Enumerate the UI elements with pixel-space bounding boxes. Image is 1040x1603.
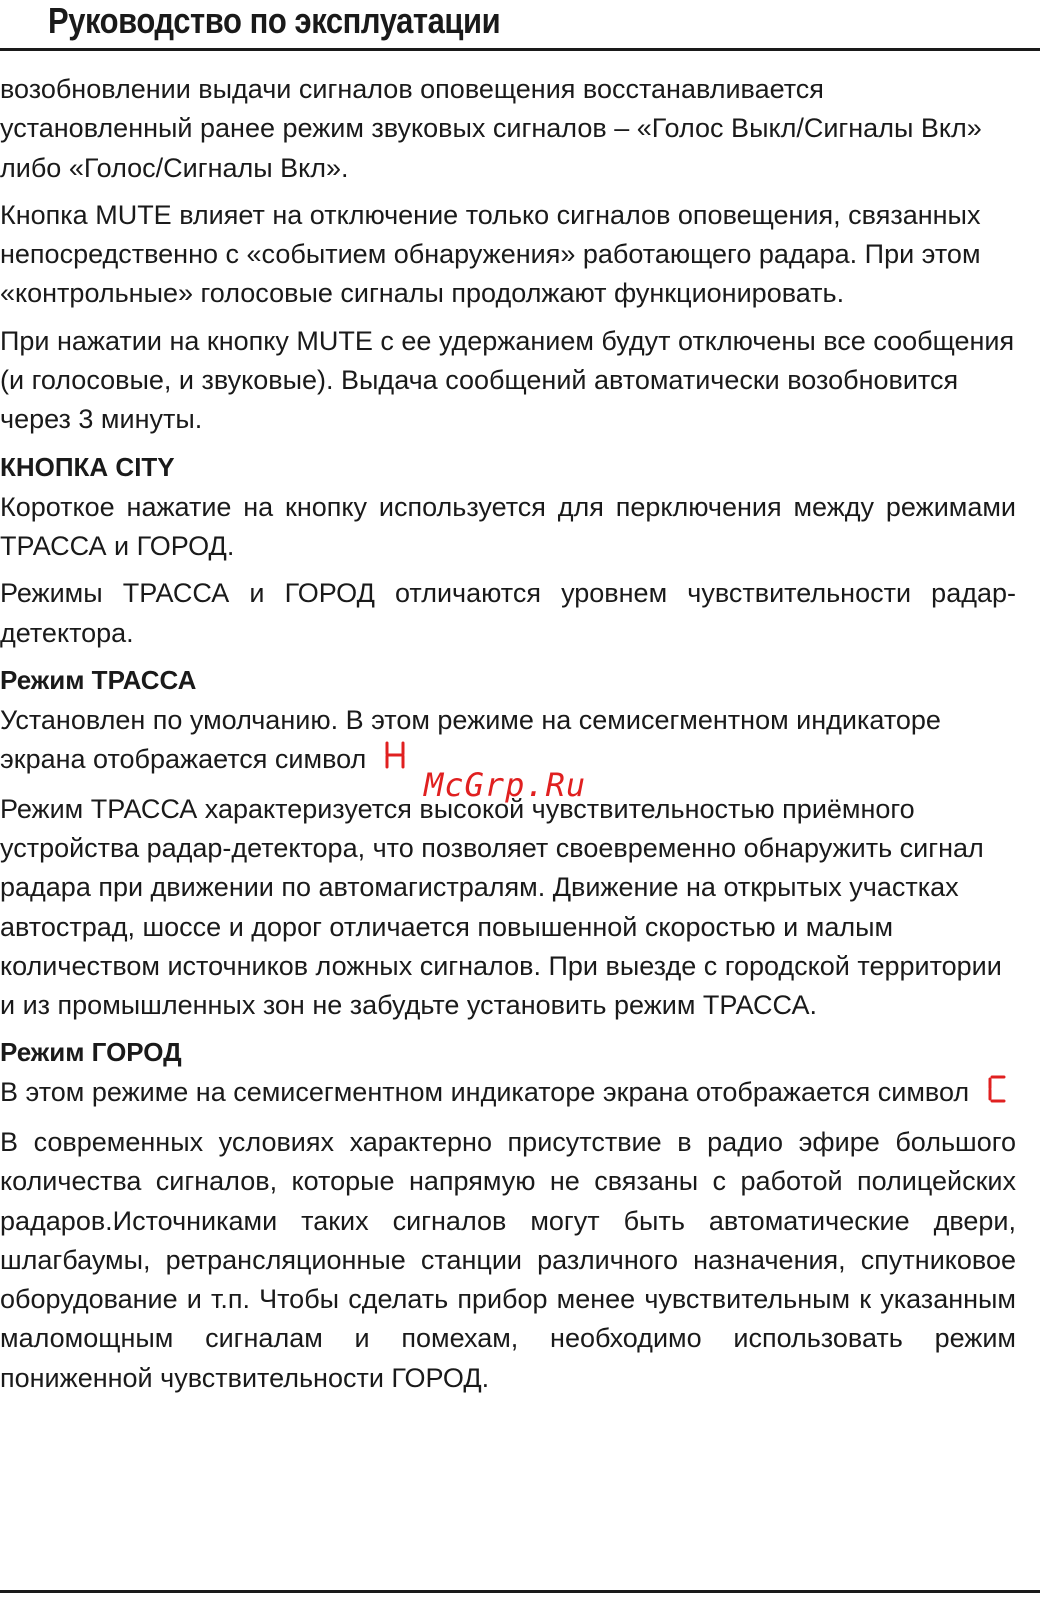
footer-divider [0,1590,1040,1593]
paragraph-mute-resume: возобновлении выдачи сигналов оповещения восстанавливается установленный ранее режим звуковых сигналов – «Голос Выкл/Сигналы Вкл» либо «Голос/Сигналы Вкл». [0,74,982,183]
trassa-default-text: Установлен по умолчанию. В этом режиме на семисегментном индикаторе экрана отображается символ [0,704,941,775]
seven-segment-c-icon [987,1074,1009,1115]
paragraph-mute-effect: Кнопка MUTE влияет на отключение только сигналов оповещения, связанных непосредственно с «событием обнаружения» работающего радара. При этом «контрольные» голосовые сигналы продолжают функционировать. [0,199,981,309]
page-header [0,0,1040,52]
paragraph-gorod-description: В современных условиях характерно присутствие в радио эфире большого количества сигналов, которые напрямую не связаны с работой полицейских радаров.Источниками таких сигналов могут быть автоматические двери, шлагбаумы, ретрансляционные станции различного назначения, спутниковое оборудование и т.п. Чтобы сделать прибор менее чувствительным к указанным маломощным сигналам и помехам, необходимо использовать режим пониженной чувствительности ГОРОД. [0,1126,1016,1393]
document-body [0,70,1016,1406]
watermark: McGrp.Ru [424,766,587,804]
paragraph-city-short-press: Короткое нажатие на кнопку используется для перключения между режимами ТРАССА и ГОРОД. [0,491,1016,561]
section-heading-city: КНОПКА CITY [0,451,175,482]
section-heading-trassa: Режим ТРАССА [0,664,197,695]
section-heading-gorod: Режим ГОРОД [0,1037,182,1068]
paragraph-trassa-description: Режим ТРАССА характеризуется высокой чувствительностью приёмного устройства радар-детектора, что позволяет своевременно обнаружить сигнал радара при движении по автомагистралям. Движение на открытых участках автострад, шоссе и дорог отличается повышенной скоростью и малым количеством источников ложных сигналов. При выезде с городской территории и из промышленных зон не забудьте установить режим ТРАССА. [0,793,1002,1021]
header-divider [0,48,1040,51]
paragraph-gorod-symbol [0,1073,1016,1115]
paragraph-mute-hold: При нажатии на кнопку MUTE с ее удержанием будут отключены все сообщения (и голосовые, и звуковые). Выдача сообщений автоматически возобновится через 3 минуты. [0,325,1015,435]
seven-segment-h-icon [384,740,406,781]
paragraph-city-modes: Режимы ТРАССА и ГОРОД отличаются уровнем чувствительности радар-детектора. [0,578,1016,648]
gorod-symbol-text: В этом режиме на семисегментном индикаторе экрана отображается символ [0,1077,970,1108]
page-title: Руководство по эксплуатации [48,0,501,41]
